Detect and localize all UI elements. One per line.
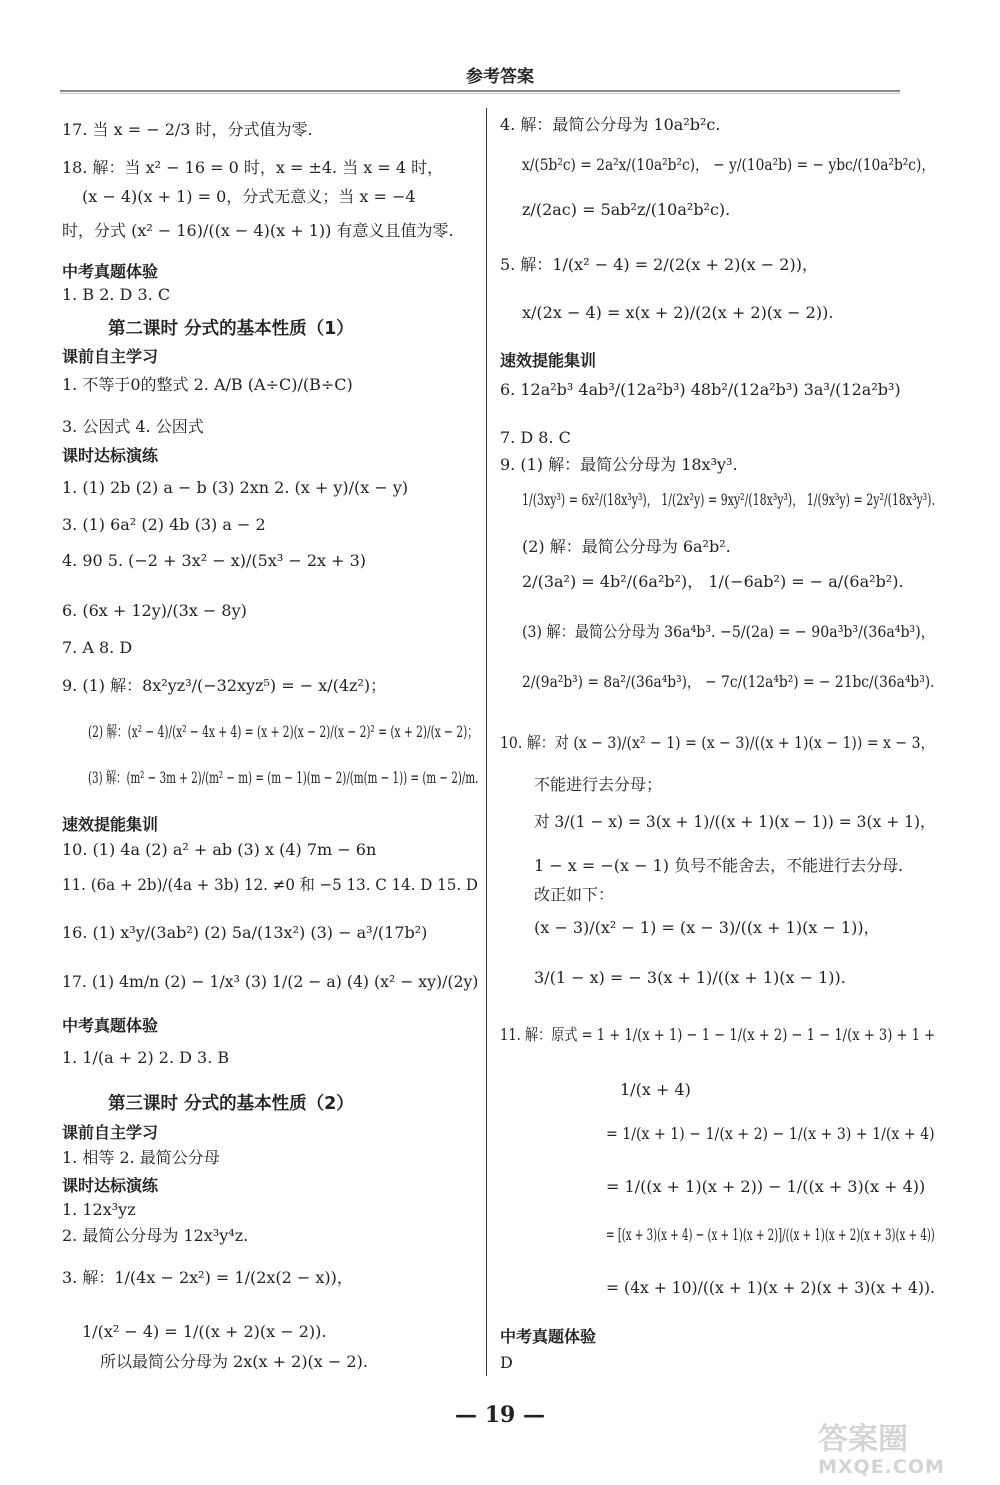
left-section-heading: 课时达标演练 — [62, 446, 159, 465]
watermark-text: 答案圈 — [818, 1422, 908, 1457]
left-answer-line: 6. (6x + 12y)/(3x − 8y) — [62, 601, 247, 620]
page-number: — 19 — — [455, 1402, 545, 1428]
left-section-heading: 课前自主学习 — [62, 1123, 159, 1142]
right-answer-line: 5. 解：1/(x² − 4) = 2/(2(x + 2)(x − 2))， — [500, 255, 818, 274]
right-answer-line: 3/(1 − x) = − 3(x + 1)/((x + 1)(x − 1)). — [534, 968, 846, 987]
left-answer-line: 7. A 8. D — [62, 638, 133, 657]
left-answer-line: 1. (1) 2b (2) a − b (3) 2xn 2. (x + y)/(x − y) — [62, 478, 409, 497]
left-section-heading: 中考真题体验 — [62, 1016, 159, 1035]
left-answer-line: 1. 12x³yz — [62, 1200, 136, 1219]
right-answer-line: 10. 解：对 (x − 3)/(x² − 1) = (x − 3)/((x + 1)(x − 1)) = x − 3， — [500, 733, 935, 752]
left-answer-line: 1. 1/(a + 2) 2. D 3. B — [62, 1048, 230, 1067]
right-answer-line: = 1/(x + 1) − 1/(x + 2) − 1/(x + 3) + 1/(x + 4) — [606, 1124, 935, 1143]
right-answer-line: (3) 解：最简公分母为 36a⁴b³. −5/(2a) = − 90a³b³/(36a⁴b³)， — [522, 622, 935, 641]
left-answer-line: 17. (1) 4m/n (2) − 1/x³ (3) 1/(2 − a) (4) (x² − xy)/(2y) — [62, 972, 479, 991]
left-lesson-title: 第三课时 分式的基本性质（2） — [108, 1094, 354, 1114]
left-answer-line: 4. 90 5. (−2 + 3x² − x)/(5x³ − 2x + 3) — [62, 551, 367, 570]
left-section-heading: 中考真题体验 — [62, 262, 159, 281]
left-answer-line: 1/(x² − 4) = 1/((x + 2)(x − 2)). — [82, 1322, 327, 1341]
left-answer-line: 10. (1) 4a (2) a² + ab (3) x (4) 7m − 6n — [62, 840, 377, 859]
right-answer-line: = 1/((x + 1)(x + 2)) − 1/((x + 3)(x + 4)) — [606, 1177, 926, 1196]
left-lesson-title: 第二课时 分式的基本性质（1） — [108, 319, 354, 339]
right-answer-line: (2) 解：最简公分母为 6a²b². — [522, 537, 731, 556]
watermark-logo — [818, 1422, 988, 1478]
right-answer-line: 4. 解：最简公分母为 10a²b²c. — [500, 115, 721, 134]
page-header: 参考答案 — [466, 67, 534, 87]
right-answer-line: = (4x + 10)/((x + 1)(x + 2)(x + 3)(x + 4)). — [606, 1278, 936, 1297]
left-answer-line: 18. 解：当 x² − 16 = 0 时，x = ±4. 当 x = 4 时， — [62, 158, 444, 177]
right-answer-line: 对 3/(1 − x) = 3(x + 1)/((x + 1)(x − 1)) = 3(x + 1)， — [534, 812, 936, 831]
right-answer-line: x/(5b²c) = 2a²x/(10a²b²c)， − y/(10a²b) = − ybc/(10a²b²c)， — [522, 155, 936, 174]
header-rule — [60, 90, 900, 92]
right-answer-line: 1 − x = −(x − 1) 负号不能舍去，不能进行去分母. — [534, 856, 904, 875]
right-answer-line: 6. 12a²b³ 4ab³/(12a²b³) 48b²/(12a²b³) 3a³/(12a²b³) — [500, 380, 901, 399]
watermark-url: MXQE.COM — [818, 1456, 945, 1478]
left-answer-line: 3. 公因式 4. 公因式 — [62, 417, 204, 436]
right-answer-line: = [(x + 3)(x + 4) − (x + 1)(x + 2)]/((x + 1)(x + 2)(x + 3)(x + 4)) — [606, 1225, 935, 1244]
left-answer-line: 1. 相等 2. 最简公分母 — [62, 1148, 220, 1167]
column-divider — [486, 108, 487, 1376]
right-answer-line: 不能进行去分母； — [534, 775, 663, 794]
left-answer-line: 11. (6a + 2b)/(4a + 3b) 12. ≠0 和 −5 13. C 14. D 15. D — [62, 875, 478, 894]
left-section-heading: 课前自主学习 — [62, 347, 159, 366]
right-answer-line: 改正如下： — [534, 885, 615, 904]
left-answer-line: 2. 最简公分母为 12x³y⁴z. — [62, 1226, 249, 1245]
right-answer-line: x/(2x − 4) = x(x + 2)/(2(x + 2)(x − 2)). — [522, 303, 834, 322]
left-answer-line: 1. 不等于0的整式 2. A/B (A÷C)/(B÷C) — [62, 375, 353, 394]
right-answer-line: 1/(3xy³) = 6x²/(18x³y³)， 1/(2x²y) = 9xy²/(18x³y³)， 1/(9x³y) = 2y²/(18x³y³). — [522, 490, 935, 509]
left-answer-line: 17. 当 x = − 2/3 时，分式值为零. — [62, 120, 313, 139]
right-section-heading: 中考真题体验 — [500, 1327, 597, 1346]
right-answer-line: 2/(9a²b³) = 8a²/(36a⁴b³)， − 7c/(12a⁴b²) = − 21bc/(36a⁴b³). — [522, 672, 935, 691]
left-answer-line: (3) 解：(m² − 3m + 2)/(m² − m) = (m − 1)(m − 2)/(m(m − 1)) = (m − 2)/m. — [88, 768, 479, 787]
right-answer-line: z/(2ac) = 5ab²z/(10a²b²c). — [522, 200, 731, 219]
right-answer-line: (x − 3)/(x² − 1) = (x − 3)/((x + 1)(x − 1))， — [534, 918, 880, 937]
left-answer-line: 时，分式 (x² − 16)/((x − 4)(x + 1)) 有意义且值为零. — [62, 221, 454, 240]
left-answer-line: 3. 解：1/(4x − 2x²) = 1/(2x(2 − x))， — [62, 1268, 353, 1287]
right-answer-line: 11. 解：原式 = 1 + 1/(x + 1) − 1 − 1/(x + 2) − 1 − 1/(x + 3) + 1 + — [500, 1025, 936, 1044]
right-answer-line: 7. D 8. C — [500, 428, 571, 447]
left-answer-line: 1. B 2. D 3. C — [62, 285, 171, 304]
left-answer-line: 16. (1) x³y/(3ab²) (2) 5a/(13x²) (3) − a³/(17b²) — [62, 923, 428, 942]
left-answer-line: (2) 解：(x² − 4)/(x² − 4x + 4) = (x + 2)(x − 2)/(x − 2)² = (x + 2)/(x − 2)； — [88, 722, 478, 741]
right-answer-line: 2/(3a²) = 4b²/(6a²b²)， 1/(−6ab²) = − a/(6a²b²). — [522, 572, 904, 591]
right-answer-line: 1/(x + 4) — [620, 1080, 691, 1099]
left-section-heading: 课时达标演练 — [62, 1176, 159, 1195]
left-answer-line: 9. (1) 解：8x²yz³/(−32xyz⁵) = − x/(4z²)； — [62, 676, 387, 695]
right-answer-line: 9. (1) 解：最简公分母为 18x³y³. — [500, 455, 738, 474]
left-section-heading: 速效提能集训 — [62, 815, 159, 834]
right-answer-line: D — [500, 1353, 513, 1372]
left-answer-line: 所以最简公分母为 2x(x + 2)(x − 2). — [100, 1352, 368, 1371]
left-answer-line: 3. (1) 6a² (2) 4b (3) a − 2 — [62, 515, 266, 534]
right-section-heading: 速效提能集训 — [500, 351, 597, 370]
header-rule-thin — [60, 93, 900, 94]
left-answer-line: (x − 4)(x + 1) = 0，分式无意义；当 x = −4 — [82, 187, 416, 206]
